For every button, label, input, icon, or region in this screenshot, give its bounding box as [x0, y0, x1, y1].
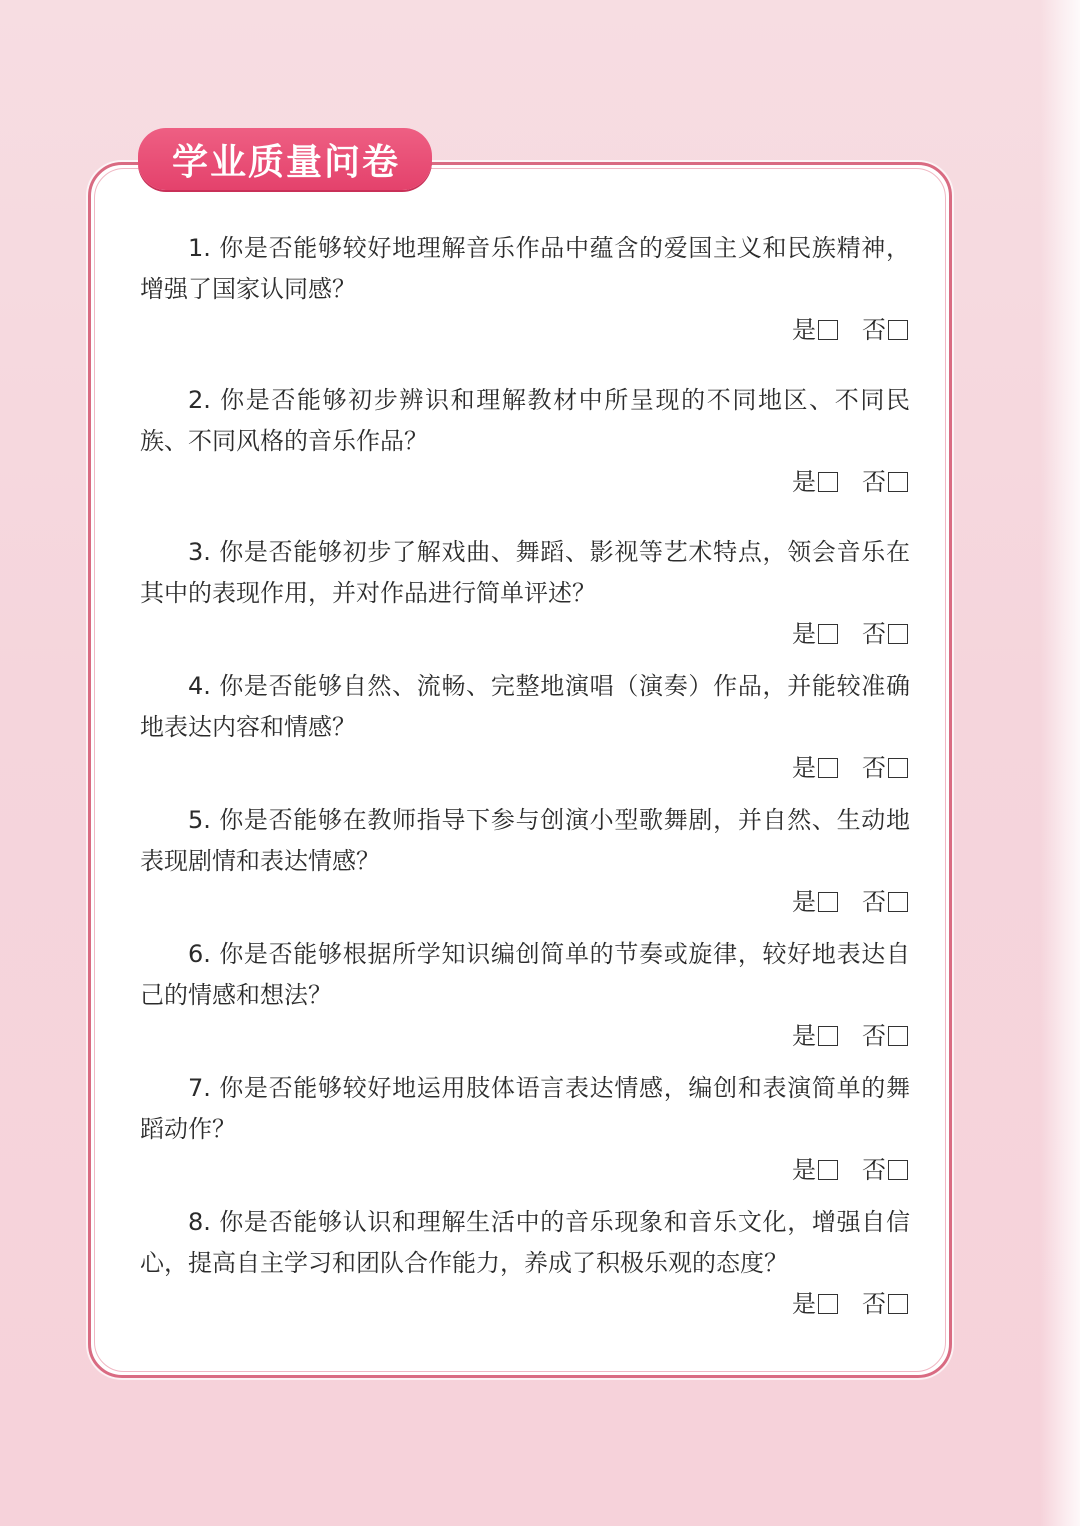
yes-option[interactable] [792, 620, 838, 648]
title-tab [138, 128, 432, 190]
no-checkbox[interactable] [888, 1160, 908, 1180]
question-6 [140, 934, 910, 1056]
question-text: 4. 你是否能够自然、流畅、完整地演唱（演奏）作品，并能较准确地表达内容和情感？ [140, 672, 910, 741]
no-option[interactable] [862, 620, 908, 648]
answer-row [140, 748, 910, 788]
yes-label: 是 [792, 316, 816, 344]
no-label: 否 [862, 1022, 886, 1050]
no-checkbox[interactable] [888, 1294, 908, 1314]
yes-checkbox[interactable] [818, 758, 838, 778]
no-option[interactable] [862, 1156, 908, 1184]
no-checkbox[interactable] [888, 472, 908, 492]
no-label: 否 [862, 888, 886, 916]
page-title: 学业质量问卷 [172, 141, 401, 183]
no-label: 否 [862, 1290, 886, 1318]
yes-option[interactable] [792, 316, 838, 344]
no-label: 否 [862, 620, 886, 648]
yes-checkbox[interactable] [818, 320, 838, 340]
question-7 [140, 1068, 910, 1190]
no-option[interactable] [862, 468, 908, 496]
question-text: 1. 你是否能够较好地理解音乐作品中蕴含的爱国主义和民族精神，增强了国家认同感？ [140, 234, 910, 303]
page-edge [1040, 0, 1080, 1526]
yes-label: 是 [792, 1290, 816, 1318]
answer-row [140, 310, 910, 350]
yes-label: 是 [792, 1022, 816, 1050]
question-text: 2. 你是否能够初步辨识和理解教材中所呈现的不同地区、不同民族、不同风格的音乐作品？ [140, 386, 910, 455]
yes-label: 是 [792, 1156, 816, 1184]
question-5 [140, 800, 910, 922]
no-checkbox[interactable] [888, 892, 908, 912]
yes-checkbox[interactable] [818, 1294, 838, 1314]
answer-row [140, 1284, 910, 1324]
yes-option[interactable] [792, 1156, 838, 1184]
question-4 [140, 666, 910, 788]
yes-label: 是 [792, 620, 816, 648]
no-label: 否 [862, 468, 886, 496]
yes-checkbox[interactable] [818, 892, 838, 912]
yes-option[interactable] [792, 754, 838, 782]
yes-option[interactable] [792, 468, 838, 496]
no-label: 否 [862, 754, 886, 782]
question-1 [140, 228, 910, 350]
no-checkbox[interactable] [888, 320, 908, 340]
yes-option[interactable] [792, 888, 838, 916]
yes-label: 是 [792, 888, 816, 916]
question-8 [140, 1202, 910, 1324]
no-option[interactable] [862, 754, 908, 782]
question-text: 6. 你是否能够根据所学知识编创简单的节奏或旋律，较好地表达自己的情感和想法？ [140, 940, 910, 1009]
answer-row [140, 1016, 910, 1056]
answer-row [140, 1150, 910, 1190]
no-label: 否 [862, 1156, 886, 1184]
no-checkbox[interactable] [888, 1026, 908, 1046]
no-option[interactable] [862, 1290, 908, 1318]
question-text: 7. 你是否能够较好地运用肢体语言表达情感，编创和表演简单的舞蹈动作？ [140, 1074, 910, 1143]
no-checkbox[interactable] [888, 758, 908, 778]
question-text: 5. 你是否能够在教师指导下参与创演小型歌舞剧，并自然、生动地表现剧情和表达情感？ [140, 806, 910, 875]
no-checkbox[interactable] [888, 624, 908, 644]
answer-row [140, 614, 910, 654]
answer-row [140, 882, 910, 922]
no-option[interactable] [862, 1022, 908, 1050]
question-text: 8. 你是否能够认识和理解生活中的音乐现象和音乐文化，增强自信心，提高自主学习和团队合作能力，养成了积极乐观的态度？ [140, 1208, 910, 1277]
yes-checkbox[interactable] [818, 1160, 838, 1180]
yes-option[interactable] [792, 1290, 838, 1318]
yes-checkbox[interactable] [818, 472, 838, 492]
no-option[interactable] [862, 888, 908, 916]
question-3 [140, 532, 910, 654]
yes-option[interactable] [792, 1022, 838, 1050]
no-label: 否 [862, 316, 886, 344]
yes-label: 是 [792, 754, 816, 782]
yes-checkbox[interactable] [818, 624, 838, 644]
question-text: 3. 你是否能够初步了解戏曲、舞蹈、影视等艺术特点，领会音乐在其中的表现作用，并对作品进行简单评述？ [140, 538, 910, 607]
answer-row [140, 462, 910, 502]
yes-checkbox[interactable] [818, 1026, 838, 1046]
question-list [140, 228, 910, 1324]
yes-label: 是 [792, 468, 816, 496]
question-2 [140, 380, 910, 502]
no-option[interactable] [862, 316, 908, 344]
